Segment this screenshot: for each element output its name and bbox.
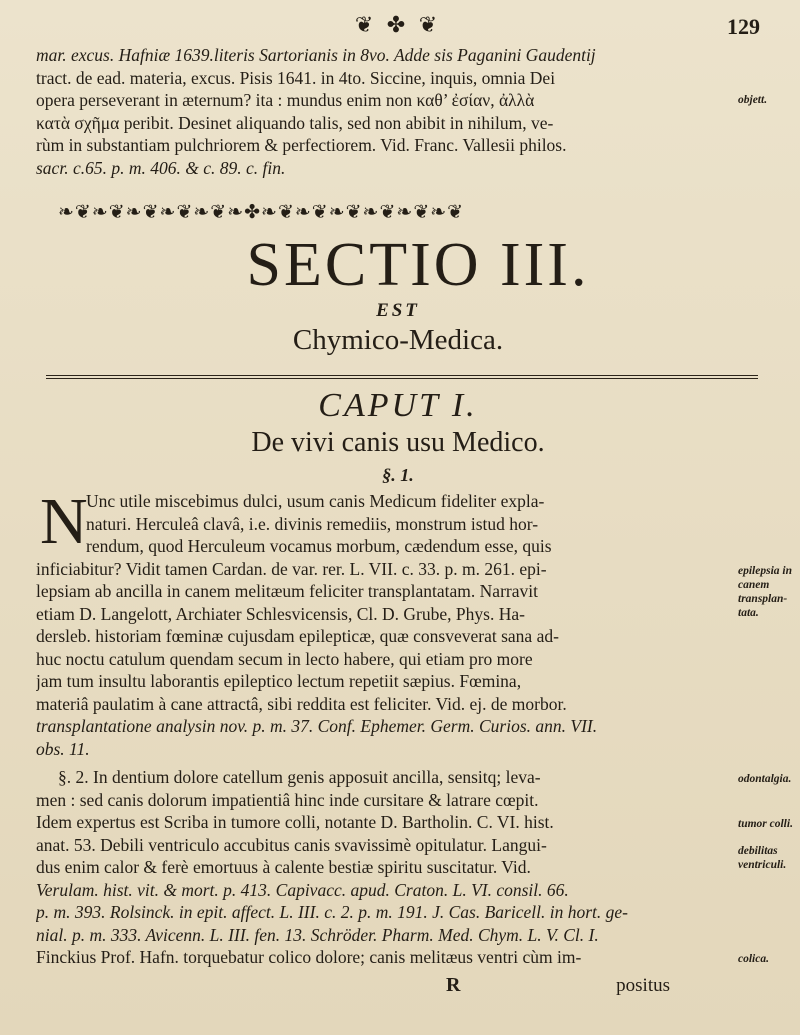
signature-mark: R <box>446 973 461 996</box>
page-header <box>36 10 760 40</box>
text-line: etiam D. Langelott, Archiater Schlesvicensis, Cl. D. Grube, Phys. Ha- <box>36 603 525 624</box>
paragraph-number: §. 1. <box>382 465 414 485</box>
paragraph-2 <box>36 766 793 969</box>
chapter-title: CAPUT I. <box>318 387 478 424</box>
catchword: positus <box>616 974 670 996</box>
text-line: κατὰ σχῆμα peribit. Desinet aliquando talis, sed non abibit in nihilum, ve- <box>36 112 554 133</box>
text-line: anat. 53. Debili ventriculo accubitus canis svavissimè opitulatur. Langui- <box>36 834 547 855</box>
text-line: transplantatione analysin nov. p. m. 37. Conf. Ephemer. Germ. Curios. ann. VII. <box>36 716 598 736</box>
ornamental-frieze: ❧❦❧❦❧❦❧❦❧❦❧✤❧❦❧❦❧❦❧❦❧❦❧❦ <box>58 202 465 223</box>
text-line: sacr. c.65. p. m. 406. & c. 89. c. fin. <box>36 157 286 178</box>
section-est: EST <box>376 300 420 321</box>
continued-text <box>36 44 768 179</box>
section-divider <box>46 375 758 379</box>
text-line: inficiabitur? Vidit tamen Cardan. de var. rer. L. VII. c. 33. p. m. 261. epi- <box>36 558 547 579</box>
text-line: rendum, quod Herculeum vocamus morbum, cædendum esse, quis <box>86 536 552 556</box>
text-line: naturi. Herculeâ clavâ, i.e. divinis remediis, monstrum istud hor- <box>86 513 539 534</box>
text-line: materiâ paulatim à cane attractâ, sibi reddita est feliciter. Vid. ej. de morbor. <box>36 693 567 714</box>
section-subtitle: Chymico-Medica. <box>292 324 504 356</box>
text-line: §. 2. In dentium dolore catellum genis apposuit ancilla, sensitq; leva- <box>58 767 541 787</box>
text-line: huc noctu catulum quendam secum in lecto habere, qui etiam pro more <box>36 648 533 669</box>
text-line: men : sed canis dolorum impatientiâ hinc inde cursitare & latrare cœpit. <box>36 789 539 810</box>
margin-note: epilepsia in canem transplan-tata. <box>738 564 792 619</box>
section-title: SECTIO III. <box>246 231 590 299</box>
text-line: Verulam. hist. vit. & mort. p. 413. Capivacc. apud. Craton. L. VI. consil. 66. <box>36 879 569 900</box>
paragraph-1 <box>36 485 792 760</box>
margin-note: colica. <box>738 953 769 965</box>
text-line: rùm in substantiam pulchriorem & perfectiorem. Vid. Franc. Vallesii philos. <box>36 135 567 155</box>
text-line: dersleb. historiam fœminæ cujusdam epilepticæ, quæ consveverat sana ad- <box>36 626 559 646</box>
text-line: mar. excus. Hafniæ 1639.literis Sartorianis in 8vo. Adde sis Paganini Gaudentij <box>36 45 596 65</box>
chapter-subtitle: De vivi canis usu Medico. <box>251 427 545 458</box>
margin-note: odontalgia. <box>738 773 792 785</box>
margin-note: objett. <box>738 94 768 106</box>
margin-note: tumor colli. <box>738 818 793 830</box>
text-line: jam tum insultu laborantis epileptico lectum repetiit sæpius. Fœmina, <box>36 671 522 691</box>
margin-note: debilitas ventriculi. <box>738 844 787 871</box>
text-line: lepsiam ab ancilla in canem melitæum feliciter transplantatam. Narravit <box>36 581 538 601</box>
text-line: obs. 11. <box>36 738 90 759</box>
drop-cap: N <box>40 485 88 558</box>
text-line: tract. de ead. materia, excus. Pisis 1641. in 4to. Siccine, inquis, omnia Dei <box>36 67 556 88</box>
header-ornament: ❦ ✤ ❦ <box>354 12 442 37</box>
text-line: nial. p. m. 333. Avicenn. L. III. fen. 13. Schröder. Pharm. Med. Chym. L. V. Cl. I. <box>36 924 599 945</box>
text-line: p. m. 393. Rolsinck. in epit. affect. L. III. c. 2. p. m. 191. J. Cas. Baricell. in hort. ge- <box>36 902 628 922</box>
text-line: Idem expertus est Scriba in tumore colli, notante D. Bartholin. C. VI. hist. <box>36 812 554 832</box>
text-line: dus enim calor & ferè emortuus à calente bestiæ spiritu suscitatur. Vid. <box>36 857 531 877</box>
page-number: 129 <box>727 14 760 39</box>
text-line: Finckius Prof. Hafn. torquebatur colico dolore; canis melitæus ventri cùm im- <box>36 947 582 967</box>
page-footer <box>36 969 760 1003</box>
text-line: Unc utile miscebimus dulci, usum canis Medicum fideliter expla- <box>86 491 545 511</box>
text-line: opera perseverant in æternum? ita : mundus enim non καθ’ ἐσίαν, ἀλλὰ <box>36 90 535 110</box>
